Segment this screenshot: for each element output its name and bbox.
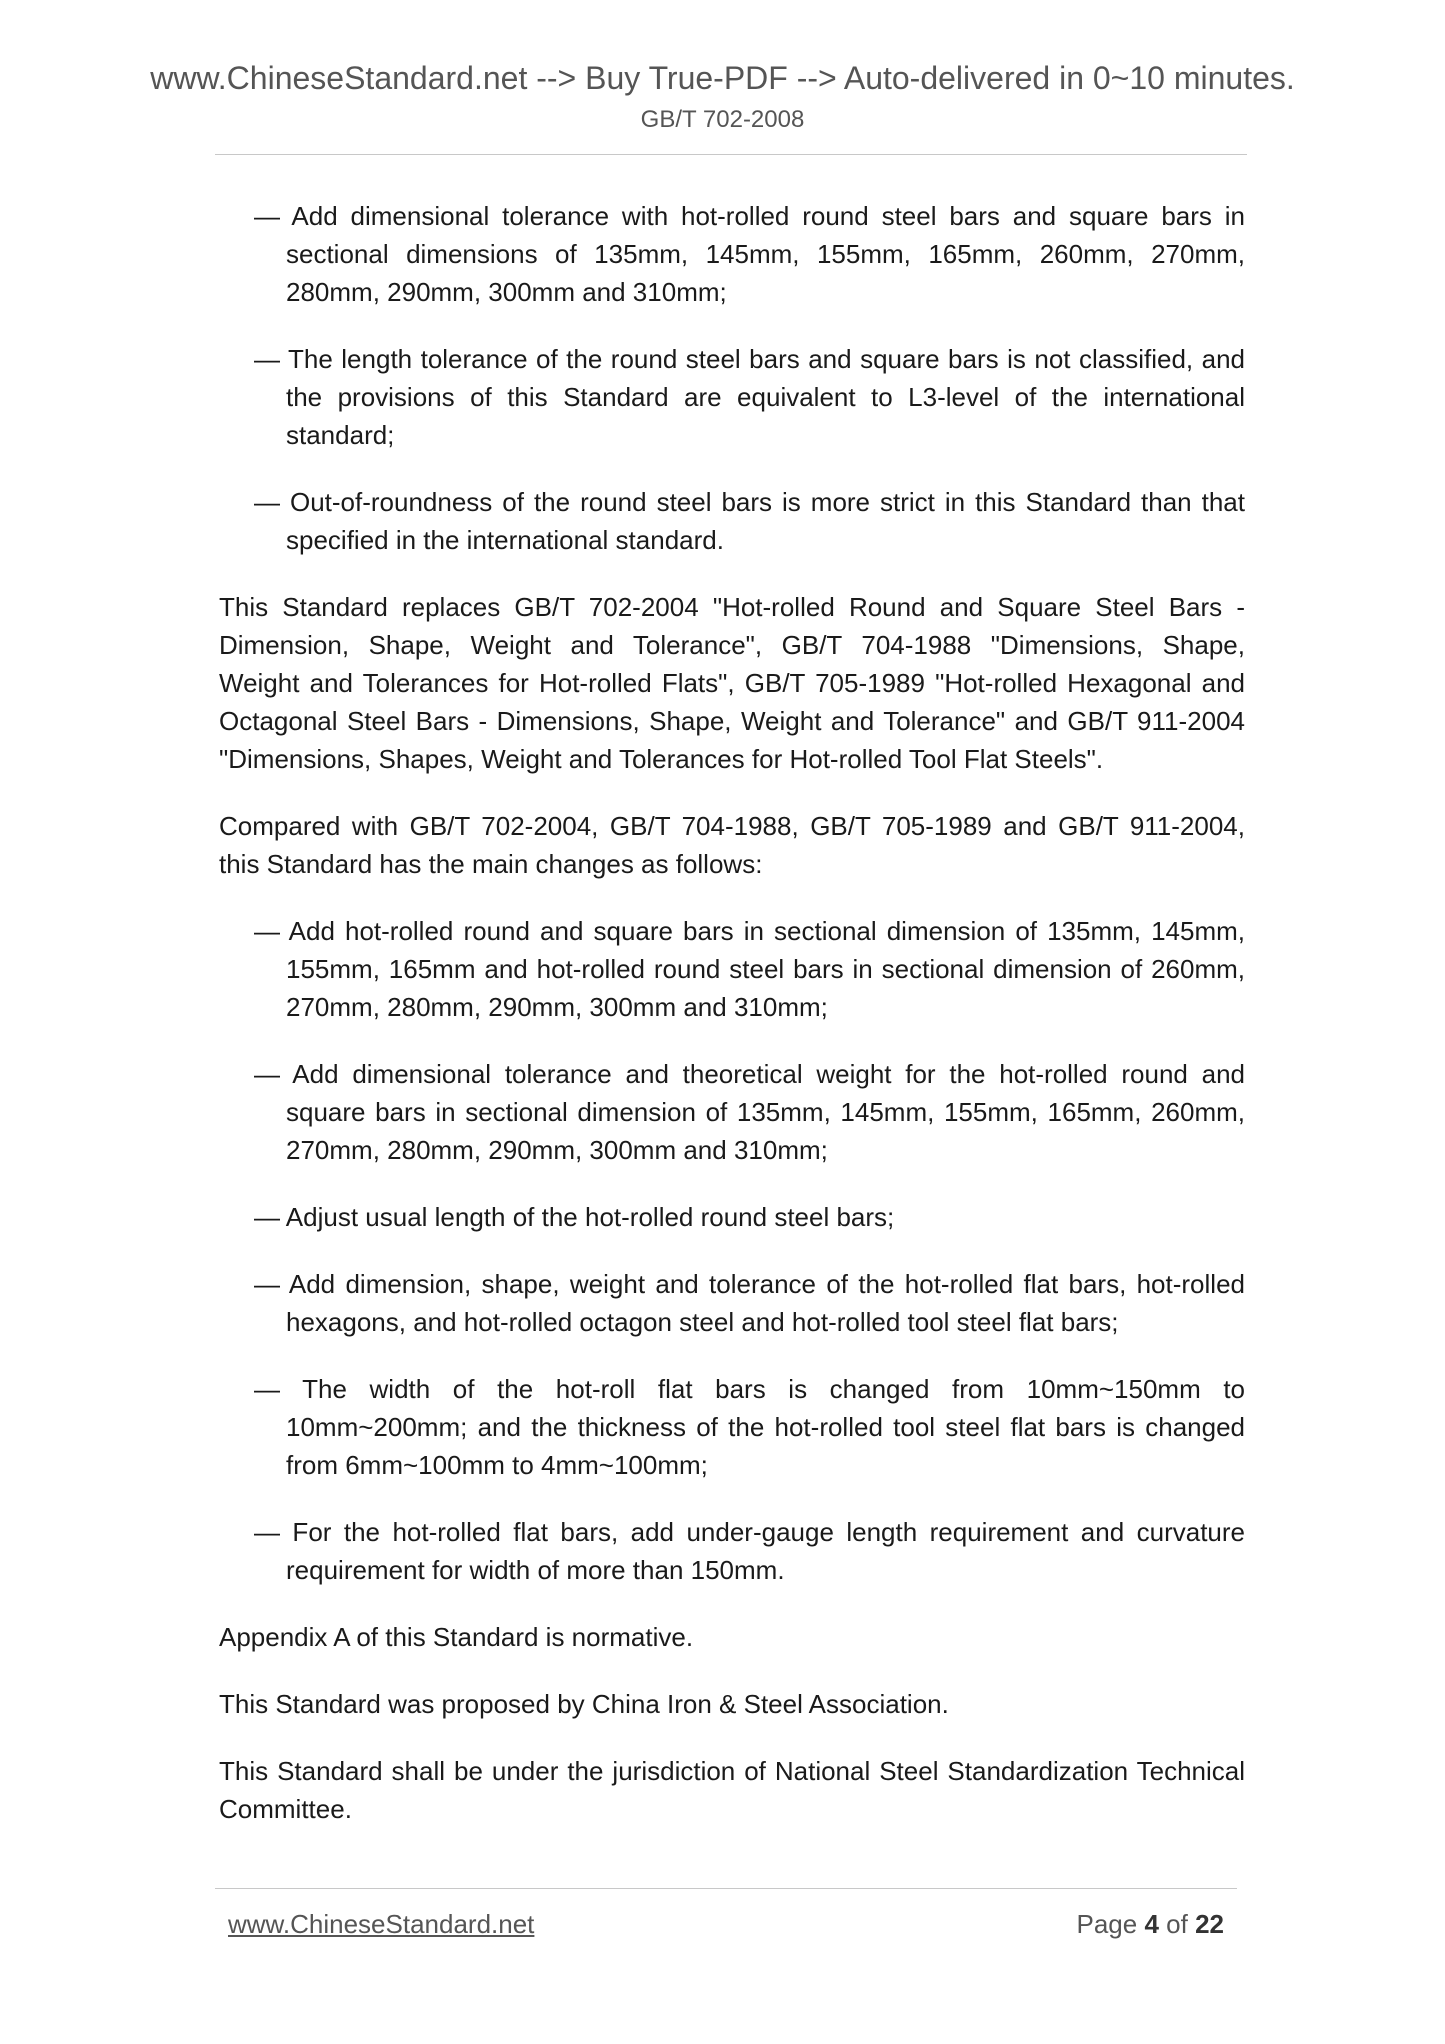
footer-site-link[interactable]: www.ChineseStandard.net <box>228 1909 535 1939</box>
bullet-line: the provisions of this Standard are equivalent to L3-level of the international <box>286 382 1245 412</box>
bullet-line: 270mm, 280mm, 290mm, 300mm and 310mm; <box>286 992 828 1022</box>
bullet-line: — Add dimension, shape, weight and tolerance of the hot-rolled flat bars, hot-rolled <box>254 1269 1245 1299</box>
header-divider <box>215 154 1247 155</box>
paragraph-line: this Standard has the main changes as follows: <box>219 849 763 879</box>
paragraph-line: This Standard was proposed by China Iron & Steel Association. <box>219 1689 949 1719</box>
bullet-item <box>219 197 1245 311</box>
paragraph <box>219 807 1245 883</box>
paragraph <box>219 1685 1245 1723</box>
current-page-number: 4 <box>1144 1909 1159 1939</box>
paragraph-line: This Standard shall be under the jurisdiction of National Steel Standardization Technical <box>219 1756 1245 1786</box>
bullet-item <box>219 340 1245 454</box>
page-label: Page <box>1076 1909 1138 1939</box>
bullet-line: — Out-of-roundness of the round steel bars is more strict in this Standard than that <box>254 487 1245 517</box>
bullet-item <box>219 1265 1245 1341</box>
bullet-line: — Adjust usual length of the hot-rolled round steel bars; <box>254 1202 895 1232</box>
total-pages-number: 22 <box>1195 1909 1224 1939</box>
bullet-line: — Add hot-rolled round and square bars in sectional dimension of 135mm, 145mm, <box>254 916 1245 946</box>
bullet-item <box>219 1198 1245 1236</box>
bullet-item <box>219 1513 1245 1589</box>
bullet-item <box>219 912 1245 1026</box>
bullet-line: standard; <box>286 420 395 450</box>
bullet-line: requirement for width of more than 150mm. <box>286 1555 785 1585</box>
bullet-item <box>219 483 1245 559</box>
bullet-item <box>219 1055 1245 1169</box>
paragraph-line: Octagonal Steel Bars - Dimensions, Shape, Weight and Tolerance" and GB/T 911-2004 <box>219 706 1245 736</box>
bullet-line: square bars in sectional dimension of 135mm, 145mm, 155mm, 165mm, 260mm, <box>286 1097 1245 1127</box>
bullet-line: — Add dimensional tolerance and theoretical weight for the hot-rolled round and <box>254 1059 1245 1089</box>
paragraph-line: "Dimensions, Shapes, Weight and Tolerances for Hot-rolled Tool Flat Steels". <box>219 744 1104 774</box>
document-id: GB/T 702-2008 <box>640 106 805 133</box>
bullet-line: hexagons, and hot-rolled octagon steel and hot-rolled tool steel flat bars; <box>286 1307 1119 1337</box>
bullet-line: specified in the international standard. <box>286 525 724 555</box>
footer-divider <box>215 1888 1237 1889</box>
paragraph-line: Compared with GB/T 702-2004, GB/T 704-1988, GB/T 705-1989 and GB/T 911-2004, <box>219 811 1245 841</box>
bullet-line: — The width of the hot-roll flat bars is changed from 10mm~150mm to <box>254 1374 1245 1404</box>
paragraph-line: Dimension, Shape, Weight and Tolerance", GB/T 704-1988 "Dimensions, Shape, <box>219 630 1245 660</box>
page-of-label: of <box>1166 1909 1188 1939</box>
page-content <box>219 197 1245 1828</box>
paragraph-line: Committee. <box>219 1794 352 1824</box>
bullet-line: — The length tolerance of the round steel bars and square bars is not classified, and <box>254 344 1245 374</box>
paragraph <box>219 1752 1245 1828</box>
bullet-line: 10mm~200mm; and the thickness of the hot-rolled tool steel flat bars is changed <box>286 1412 1245 1442</box>
bullet-line: 280mm, 290mm, 300mm and 310mm; <box>286 277 727 307</box>
bullet-line: 270mm, 280mm, 290mm, 300mm and 310mm; <box>286 1135 828 1165</box>
paragraph-line: Weight and Tolerances for Hot-rolled Flats", GB/T 705-1989 "Hot-rolled Hexagonal and <box>219 668 1245 698</box>
bullet-line: from 6mm~100mm to 4mm~100mm; <box>286 1450 708 1480</box>
bullet-line: 155mm, 165mm and hot-rolled round steel bars in sectional dimension of 260mm, <box>286 954 1245 984</box>
paragraph <box>219 588 1245 778</box>
bullet-line: — For the hot-rolled flat bars, add under-gauge length requirement and curvature <box>254 1517 1245 1547</box>
page-indicator <box>1076 1907 1224 1941</box>
bullet-line: sectional dimensions of 135mm, 145mm, 155mm, 165mm, 260mm, 270mm, <box>286 239 1245 269</box>
paragraph <box>219 1618 1245 1656</box>
header-banner: www.ChineseStandard.net --> Buy True-PDF --> Auto-delivered in 0~10 minutes. <box>150 60 1295 96</box>
paragraph-line: Appendix A of this Standard is normative. <box>219 1622 694 1652</box>
bullet-line: — Add dimensional tolerance with hot-rolled round steel bars and square bars in <box>254 201 1245 231</box>
paragraph-line: This Standard replaces GB/T 702-2004 "Hot-rolled Round and Square Steel Bars - <box>219 592 1245 622</box>
bullet-item <box>219 1370 1245 1484</box>
